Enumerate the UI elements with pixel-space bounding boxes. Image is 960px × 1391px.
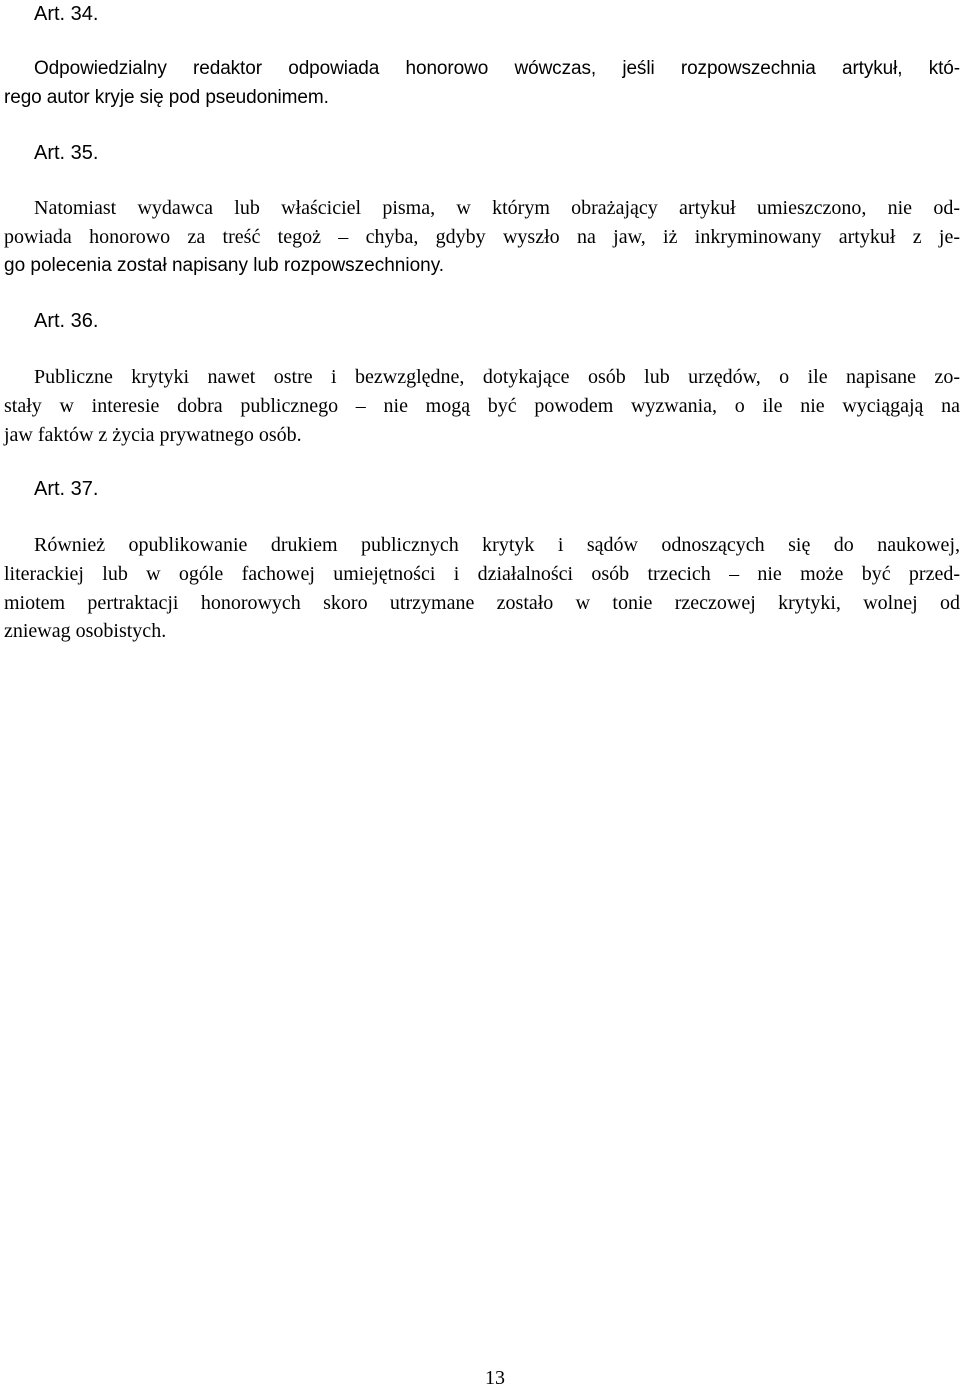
article-paragraph-36 bbox=[4, 363, 960, 449]
article-heading-36: Art. 36. bbox=[34, 310, 99, 332]
paragraph-line: jaw faktów z życia prywatnego osób. bbox=[4, 423, 302, 446]
article-heading-37: Art. 37. bbox=[34, 478, 99, 500]
paragraph-line: Natomiast wydawca lub właściciel pisma, w którym obrażający artykuł umieszczono, nie od- bbox=[34, 197, 960, 219]
article-paragraph-35 bbox=[4, 194, 960, 280]
paragraph-line: miotem pertraktacji honorowych skoro utrzymane zostało w tonie rzeczowej krytyki, wolnej od bbox=[4, 591, 960, 614]
article-paragraph-37 bbox=[4, 531, 960, 646]
paragraph-line: Publiczne krytyki nawet ostre i bezwzględne, dotykające osób lub urzędów, o ile napisane zo- bbox=[34, 366, 960, 388]
paragraph-line: zniewag osobistych. bbox=[4, 620, 167, 643]
page-number: 13 bbox=[485, 1367, 505, 1389]
paragraph-line: Również opublikowanie drukiem publicznych krytyk i sądów odnoszących się do naukowej, bbox=[34, 534, 960, 556]
paragraph-line: go polecenia został napisany lub rozpowszechniony. bbox=[4, 254, 445, 276]
paragraph-line: stały w interesie dobra publicznego – nie mogą być powodem wyzwania, o ile nie wyciągają na bbox=[4, 394, 960, 417]
article-paragraph-34 bbox=[4, 55, 960, 113]
article-heading-34: Art. 34. bbox=[34, 3, 99, 25]
paragraph-line: literackiej lub w ogóle fachowej umiejętności i działalności osób trzecich – nie może być przed- bbox=[4, 562, 960, 585]
paragraph-line: Odpowiedzialny redaktor odpowiada honorowo wówczas, jeśli rozpowszechnia artykuł, któ- bbox=[34, 58, 960, 79]
paragraph-line: rego autor kryje się pod pseudonimem. bbox=[4, 86, 329, 108]
paragraph-line: powiada honorowo za treść tegoż – chyba, gdyby wyszło na jaw, iż inkryminowany artykuł z je- bbox=[4, 225, 960, 248]
article-heading-35: Art. 35. bbox=[34, 142, 99, 164]
